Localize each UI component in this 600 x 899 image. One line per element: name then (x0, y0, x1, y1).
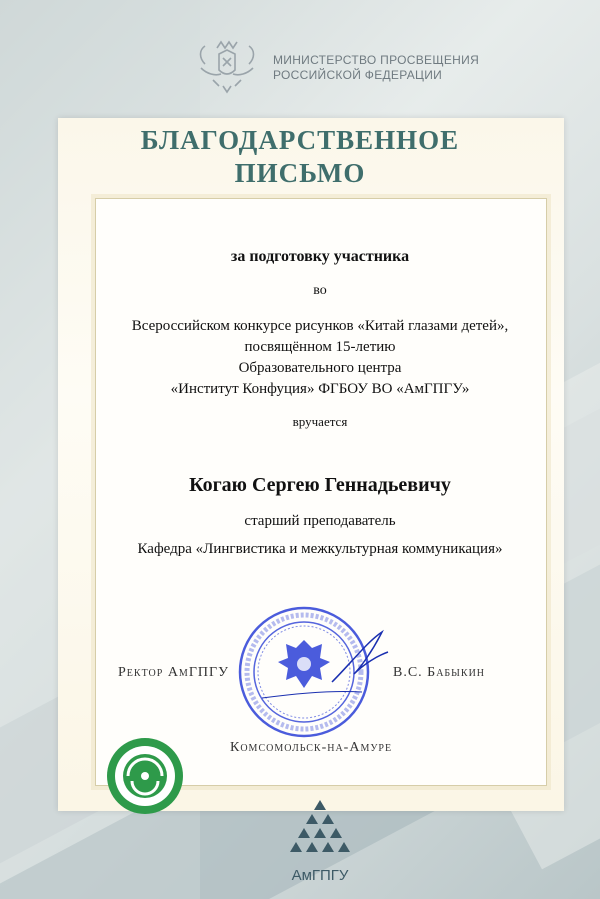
contest-line-1: Всероссийском конкурсе рисунков «Китай глазами детей», (131, 318, 509, 334)
contest-line-4: «Институт Конфуция» ФГБОУ ВО «АмГПГУ» (170, 381, 470, 397)
title-line-1: БЛАГОДАРСТВЕННОЕ (140, 125, 460, 155)
page-title (0, 124, 600, 190)
ministry-header (195, 38, 479, 98)
university-emblem-icon (285, 798, 355, 860)
ministry-emblem-icon (195, 40, 259, 96)
contest-line-2: посвящённом 15-летию (244, 339, 396, 355)
rector-name: В.С. Бабыкин (393, 665, 486, 680)
awarded-text: вручается (292, 414, 348, 429)
title-line-2: ПИСЬМО (234, 158, 366, 188)
contest-description (95, 316, 545, 400)
university-logo (270, 798, 370, 884)
university-name: АмГПГУ (291, 867, 349, 884)
recipient-name: Когаю Сергею Геннадьевичу (189, 474, 451, 496)
ministry-line-1: МИНИСТЕРСТВО ПРОСВЕЩЕНИЯ (273, 53, 480, 67)
rector-role: Ректор АмГПГУ (118, 665, 230, 680)
purpose-text: за подготовку участника (230, 248, 410, 265)
confucius-institute-logo (104, 735, 186, 817)
recipient-department: Кафедра «Лингвистика и межкультурная коммуникация» (137, 541, 503, 557)
official-stamp (232, 602, 392, 742)
preposition-text: во (313, 283, 327, 298)
contest-line-3: Образовательного центра (238, 360, 402, 376)
ministry-line-2: РОССИЙСКОЙ ФЕДЕРАЦИИ (273, 68, 443, 82)
city-name: Комсомольск-на-Амуре (230, 740, 393, 755)
recipient-position: старший преподаватель (244, 513, 396, 529)
